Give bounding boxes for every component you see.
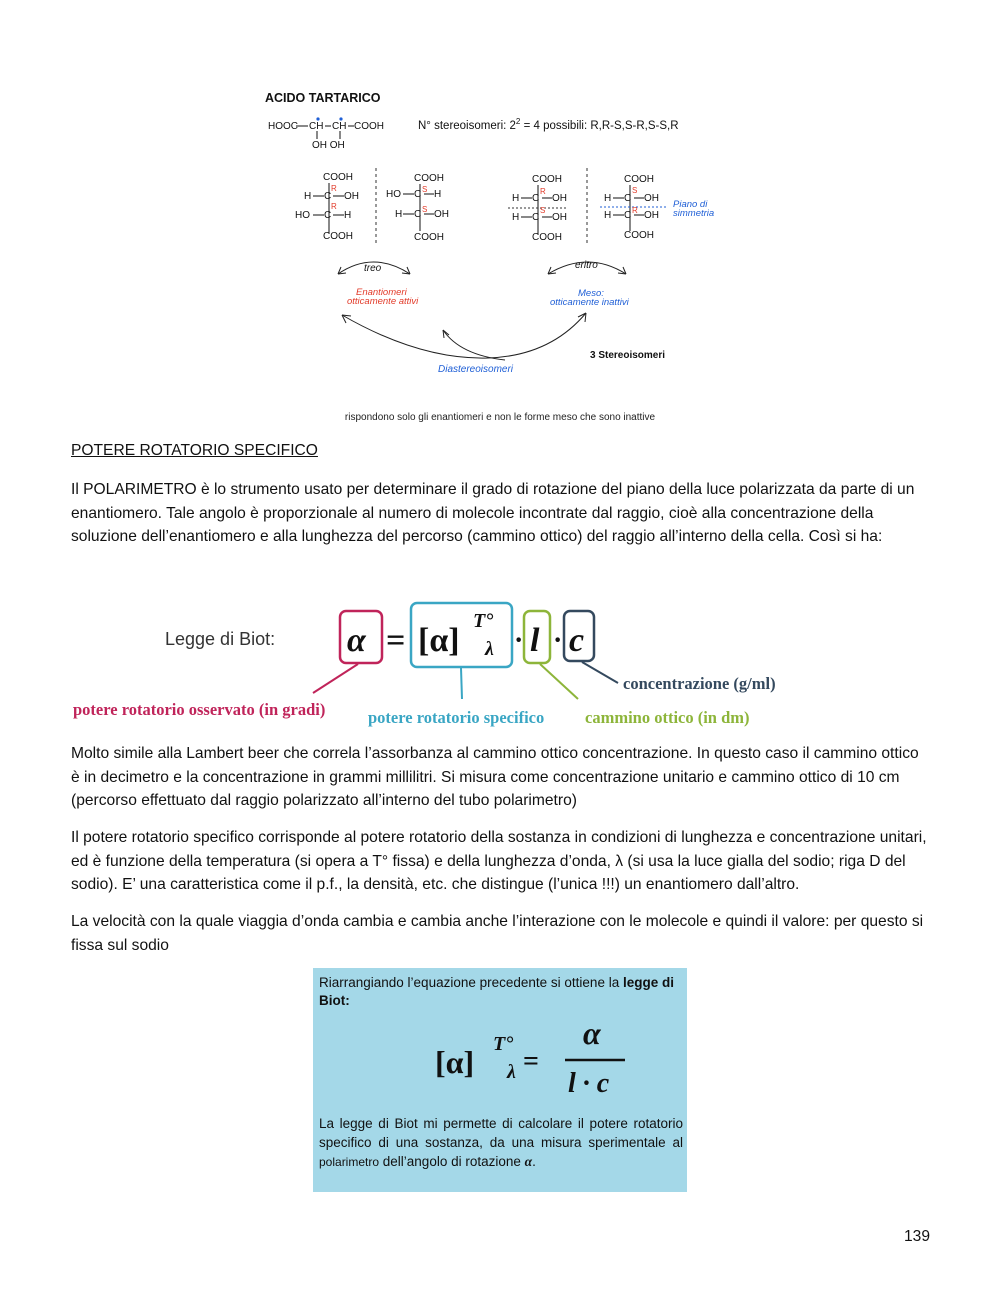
- svg-text:H: H: [604, 193, 612, 204]
- figure-title: ACIDO TARTARICO: [265, 91, 381, 105]
- svg-text:COOH: COOH: [414, 173, 444, 184]
- temperature-superscript: T°: [473, 610, 494, 632]
- svg-text:α: α: [583, 1015, 601, 1051]
- svg-text:R: R: [540, 187, 546, 196]
- dot-2: ·: [553, 625, 563, 656]
- svg-text:HO: HO: [295, 210, 310, 221]
- observed-rotation-label: potere rotatorio osservato (in gradi): [73, 700, 326, 719]
- box-intro: Riarrangiando l’equazione precedente si ottiene la legge di Biot:: [319, 975, 674, 1008]
- page-number: 139: [903, 1228, 930, 1245]
- svg-text:COOH: COOH: [414, 232, 444, 243]
- enantiomers-label-1: Enantiomeri: [356, 287, 407, 298]
- svg-text:C: C: [324, 210, 332, 221]
- svg-text:OH: OH: [644, 193, 659, 204]
- svg-text:HOOC: HOOC: [268, 121, 298, 132]
- svg-text:OH: OH: [644, 210, 659, 221]
- paragraph-specific-rotation: Il potere rotatorio specifico corrisponde al potere rotatorio della sostanza in condizioni di lunghezza e concentrazione unitari, ed è funzione della temperatura (si opera a T° fissa) e della lunghezza d’onda, λ (si usa la luce gialla del sodio; riga D del sodio). E’ una caratteristica come il p.f., la densità, etc. che distingue (l’unica !!!) un enantiomero dall’altro.: [71, 829, 927, 893]
- svg-text:COOH: COOH: [624, 174, 654, 185]
- svg-text:C: C: [624, 193, 632, 204]
- svg-text:=: =: [523, 1046, 539, 1077]
- svg-text:H: H: [344, 210, 352, 221]
- svg-text:[α]: [α]: [435, 1044, 475, 1080]
- svg-text:OH: OH: [344, 191, 359, 202]
- svg-text:COOH: COOH: [323, 231, 353, 242]
- stereoisomer-count: N° stereoisomeri: $2^2 = 4$ possibili: R,R-S,S-R,S-S,R: [418, 117, 679, 132]
- concentration-label: concentrazione (g/ml): [623, 674, 776, 693]
- l-symbol: l: [530, 622, 540, 659]
- alpha-symbol: α: [347, 622, 366, 659]
- paragraph-polarimeter: Il POLARIMETRO è lo strumento usato per determinare il grado di rotazione del piano della luce polarizzata da parte di un enantiomero. Tale angolo è proporzionale al numero di molecole incontrate dal raggio, cioè alla concentrazione della soluzione dell’enantiomero e alla lunghezza del percorso (cammino ottico) del raggio all’interno della cella. Così si ha:: [71, 481, 915, 545]
- c-symbol: c: [569, 622, 585, 659]
- figure-caption: rispondono solo gli enantiomeri e non le forme meso che sono inattive: [344, 412, 656, 423]
- condensed-formula: [268, 117, 384, 151]
- fischer-projection-1: [295, 172, 359, 242]
- diastereoisomers-label: Diastereoisomeri: [438, 364, 514, 375]
- bracket-alpha: [α]: [418, 622, 460, 659]
- box-body: La legge di Biot mi permette di calcolare il potere rotatorio specifico di una sostanza, da una misura sperimentale al polarimetro dell’angolo di rotazione α.: [319, 1116, 683, 1169]
- svg-text:COOH: COOH: [532, 232, 562, 243]
- svg-text:S: S: [422, 205, 428, 214]
- fischer-projection-3: [508, 174, 567, 243]
- svg-text:OH: OH: [434, 209, 449, 220]
- svg-text:H: H: [512, 212, 520, 223]
- biot-law-graphic: [0, 595, 1000, 735]
- svg-text:HO: HO: [386, 189, 401, 200]
- paragraph-sodium: La velocità con la quale viaggia d’onda cambia e cambia anche l’interazione con le molecole e quindi il valore: per questo si fissa sul sodio: [71, 913, 924, 954]
- svg-text:C: C: [414, 209, 422, 220]
- svg-text:H: H: [512, 193, 520, 204]
- fischer-projection-4: [600, 174, 666, 241]
- svg-text:S: S: [422, 185, 428, 194]
- diastereo-arrow: [342, 313, 586, 358]
- section-heading: POTERE ROTATORIO SPECIFICO: [71, 442, 318, 459]
- meso-label-2: otticamente inattivi: [550, 297, 629, 308]
- svg-text:OH: OH: [552, 193, 567, 204]
- eritro-label: eritro: [575, 260, 598, 271]
- lambda-subscript: λ: [485, 638, 494, 660]
- fischer-projection-2: [386, 173, 449, 243]
- svg-text:H: H: [604, 210, 612, 221]
- svg-text:COOH: COOH: [354, 121, 384, 132]
- svg-text:CH: CH: [332, 121, 347, 132]
- path-length-label: cammino ottico (in dm): [585, 708, 750, 727]
- svg-text:T°: T°: [493, 1033, 514, 1055]
- svg-text:H: H: [304, 191, 312, 202]
- svg-text:C: C: [414, 189, 422, 200]
- tartaric-acid-figure: [0, 0, 1000, 410]
- svg-text:COOH: COOH: [624, 230, 654, 241]
- box-formula: [313, 1012, 687, 1102]
- svg-text:R: R: [331, 184, 337, 193]
- svg-text:S: S: [540, 206, 546, 215]
- paragraph-lambert-beer: Molto simile alla Lambert beer che correla l’assorbanza al cammino ottico concentrazione. In questo caso il cammino ottico è in decimetro e la concentrazione in grammi millilitri. Si misura come concentrazione unitario e cammino ottico di 10 cm (percorso effettuato dal raggio polarizzato all’interno del tubo polarimetro): [71, 745, 919, 809]
- symmetry-plane-label-1: Piano di: [673, 199, 708, 210]
- svg-text:R: R: [331, 202, 337, 211]
- enantiomers-label-2: otticamente attivi: [347, 296, 419, 307]
- svg-text:OH: OH: [552, 212, 567, 223]
- three-stereoisomers-label: 3 Stereoisomeri: [590, 350, 666, 361]
- svg-text:CH: CH: [309, 121, 324, 132]
- svg-text:λ: λ: [507, 1061, 516, 1083]
- symmetry-plane-label-2: simmetria: [673, 208, 715, 219]
- svg-text:H: H: [395, 209, 403, 220]
- svg-text:C: C: [324, 191, 332, 202]
- meso-label-1: Meso:: [578, 288, 604, 299]
- svg-text:S: S: [632, 186, 638, 195]
- svg-text:OH OH: OH OH: [312, 140, 345, 151]
- svg-text:C: C: [624, 210, 632, 221]
- biot-label: Legge di Biot:: [165, 629, 276, 649]
- svg-text:H: H: [434, 189, 442, 200]
- dot-1: ·: [514, 625, 524, 656]
- svg-text:C: C: [532, 193, 540, 204]
- biot-summary-box: [313, 968, 687, 1192]
- svg-text:C: C: [532, 212, 540, 223]
- svg-text:COOH: COOH: [323, 172, 353, 183]
- treo-label: treo: [364, 263, 382, 274]
- equals-sign: =: [386, 622, 406, 659]
- specific-rotation-label: potere rotatorio specifico: [368, 708, 545, 727]
- svg-text:R: R: [632, 206, 638, 215]
- svg-text:COOH: COOH: [532, 174, 562, 185]
- svg-text:l · c: l · c: [568, 1068, 610, 1099]
